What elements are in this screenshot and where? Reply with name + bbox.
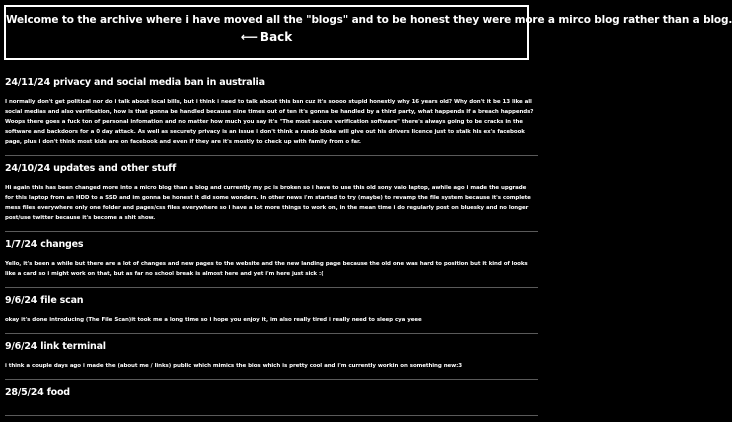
back-label: Back (259, 30, 293, 44)
post-item (5, 341, 538, 380)
post-title: 24/11/24 privacy and social media ban in australia (5, 77, 265, 88)
post-list (5, 70, 538, 422)
post-title: 9/6/24 file scan (5, 295, 84, 306)
post-body: i think a couple days ago i made the (about me / links) public which mimics the bios which is pretty cool and i'm currently workin on something new:3 (5, 363, 462, 369)
post-item (5, 163, 538, 232)
post-item (5, 387, 538, 416)
header-box (4, 5, 732, 60)
post-item (5, 239, 538, 288)
post-item (5, 77, 538, 156)
post-body: Yello, it's been a while but there are a lot of changes and new pages to the website and the new landing page because the old one was hard to position but it kind of looks like a card so i might work on that, but as far no school break is almost here and yet i'm here just sick :( (5, 261, 528, 277)
post-body: I normally don't get political nor do i talk about local bills, but i think i need to talk about this bsn cuz it's soooo stupid honestly why 16 years old? Why don't it be 13 like all social medias and also verification, how is that gonna be handled because nine times out of ten it's gonna be handled by a third party, what happends if a breach happends? Woops there goes a fuck ton of personal infomation and no matter how much you say it's "The most secure verification software" there's always going to be cracks in the software and backdoors for a 0 day attack. As well as securety privacy is an issue i don't think a rando bloke will give out his drivers licence just to stalk his ex's facebook page, plus i don't think most kids are on facebook and even if they are it's mostly to check up with family from o far. (5, 99, 534, 145)
post-title: 28/5/24 food (5, 387, 70, 398)
post-body: okay it's done introducing (The File Scan)it took me a long time so i hope you enjoy it, im also really tired i really need to sleep cya yeee (5, 317, 422, 323)
post-body: Hi again this has been changed more into a micro blog than a blog and currently my pc is broken so i have to use this old sony vaio laptop, awhile ago i made the upgrade for this laptop from an HDD to a SSD and im gonna be honest it did some wonders. In other news i'm started to try (maybe) to revamp the file system because it's complete mess files everywhere only one folder and pages/css files everywhere so i have a lot more things to work on, in the mean time i do regularly post on bluesky and no longer post/use twitter because it's become a shit show. (5, 185, 531, 221)
page-title: Welcome to the archive where i have moved all the "blogs" and to be honest they were more a mirco blog rather than a blog. (6, 14, 732, 26)
back-link[interactable] (241, 30, 293, 44)
post-item (5, 295, 538, 334)
post-title: 24/10/24 updates and other stuff (5, 163, 177, 174)
back-arrow-icon: ⟵ (240, 30, 258, 44)
post-title: 9/6/24 link terminal (5, 341, 106, 352)
post-title: 1/7/24 changes (5, 239, 84, 250)
